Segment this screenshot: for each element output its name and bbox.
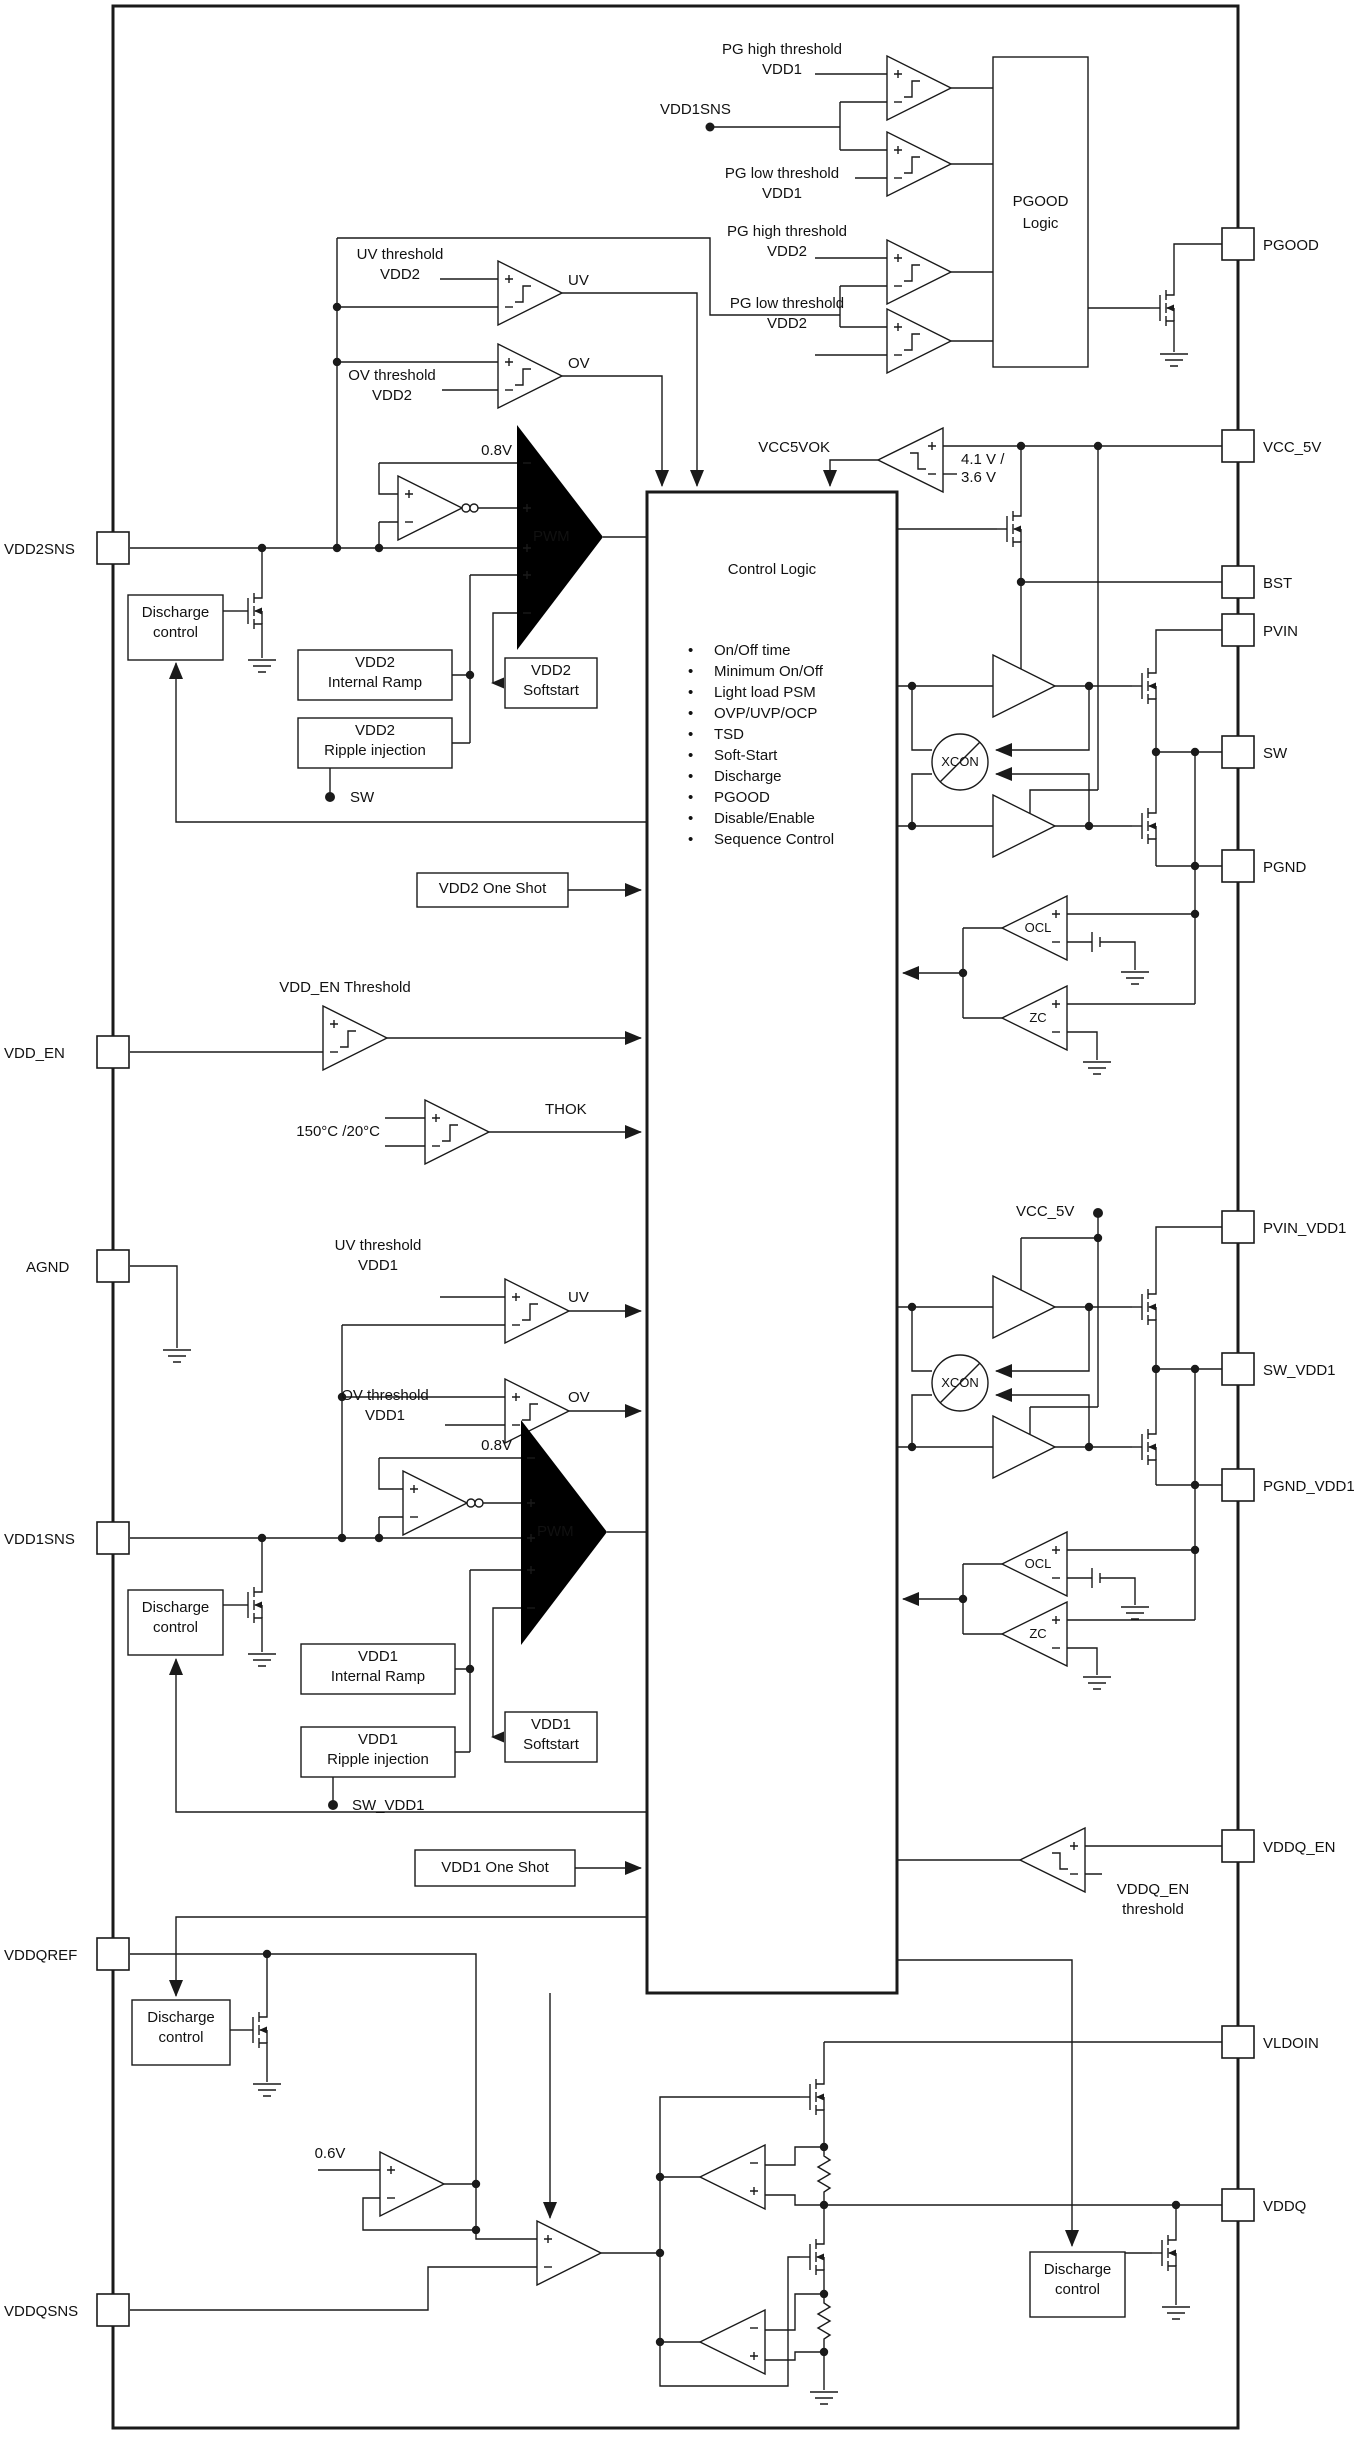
vdd1-highside-mosfet <box>1132 1284 1156 1330</box>
vref-06-buffer-amp <box>380 2152 444 2216</box>
pin-sw-vdd1 <box>1222 1353 1254 1385</box>
vddq-upper-sense-amp <box>700 2145 765 2209</box>
pin-label-agnd: AGND <box>26 1259 70 1276</box>
pin-label-vldoin: VLDOIN <box>1263 2035 1319 2052</box>
vdd1-ov-threshold-label-line1: OV threshold <box>341 1387 429 1404</box>
vddq-en-comparator <box>1020 1828 1085 1892</box>
vdd2-ocl-label: OCL <box>1024 920 1052 935</box>
vdd2-lowside-driver <box>993 795 1055 857</box>
vdd1-one-shot-label: VDD1 One Shot <box>441 1859 549 1876</box>
pin-label-pgnd-vdd1: PGND_VDD1 <box>1263 1478 1355 1495</box>
control-logic-item-3: • OVP/UVP/OCP <box>688 703 817 724</box>
pin-label-sw-vdd1: SW_VDD1 <box>1263 1362 1336 1379</box>
vdd2-pwm-label: PWM <box>533 528 570 545</box>
thok-label: THOK <box>545 1101 587 1118</box>
vdd1-error-amp <box>403 1471 483 1535</box>
pin-vddqsns <box>97 2294 129 2326</box>
vdd-en-threshold-label: VDD_EN Threshold <box>279 979 411 996</box>
pg-low-vdd1-label-line1: PG low threshold <box>724 165 840 182</box>
pgood-logic-box <box>993 57 1088 367</box>
vddq-discharge-mosfet <box>1152 2230 1176 2276</box>
pin-pgood <box>1222 228 1254 260</box>
vdd2-uv-threshold-label-line1: UV threshold <box>356 246 444 263</box>
control-logic-item-8: • Disable/Enable <box>688 808 815 829</box>
vdd1-xcon-label: XCON <box>941 1375 979 1390</box>
vdd2-xcon-label: XCON <box>941 754 979 769</box>
vddq-en-threshold-label-line2: threshold <box>1122 1901 1184 1918</box>
vdd1-pwm-label: PWM <box>537 1523 574 1540</box>
control-logic-item-5: • Soft-Start <box>688 745 777 766</box>
temp-threshold-label: 150°C /20°C <box>296 1123 380 1140</box>
pin-label-vddq-en: VDDQ_EN <box>1263 1839 1336 1856</box>
vdd2-ov-threshold-label-line1: OV threshold <box>348 367 436 384</box>
pgood-pulldown-mosfet <box>1150 285 1174 331</box>
ldo-lower-pass-mosfet <box>800 2234 824 2280</box>
vdd2-lowside-mosfet <box>1132 803 1156 849</box>
vcc5vok-comparator <box>878 428 943 492</box>
vdd1-uv-threshold-label-line1: UV threshold <box>334 1237 422 1254</box>
vdd1-ripple-injection-label-line2: Ripple injection <box>327 1751 429 1768</box>
vddq-en-threshold-label-line1: VDDQ_EN <box>1116 1881 1190 1898</box>
vdd1-discharge-label-line1: Discharge <box>141 1599 210 1616</box>
vdd1-uv-comparator <box>505 1279 569 1343</box>
vdd2-softstart-label-line1: VDD2 <box>530 662 571 679</box>
vdd2-ripple-injection-label-line2: Ripple injection <box>324 742 426 759</box>
control-logic-item-2: • Light load PSM <box>688 682 816 703</box>
pin-vddq-en <box>1222 1830 1254 1862</box>
pin-vddq <box>1222 2189 1254 2221</box>
pgood-logic-label-line2: Logic <box>1022 215 1059 232</box>
vdd2-ripple-injection-label-line1: VDD2 <box>354 722 395 739</box>
pin-label-vdd2sns: VDD2SNS <box>4 541 75 558</box>
pin-pgnd <box>1222 850 1254 882</box>
pin-pgnd-vdd1 <box>1222 1469 1254 1501</box>
vcc5v-uvlo-ref-line2: 3.6 V <box>961 469 997 486</box>
control-logic-item-1: • Minimum On/Off <box>688 661 823 682</box>
vdd2-uv-output-label: UV <box>568 272 589 289</box>
control-logic-title: Control Logic <box>727 561 817 578</box>
vdd1-ov-output-label: OV <box>568 1389 590 1406</box>
pin-vddqref <box>97 1938 129 1970</box>
vdd2-discharge-label-line2: control <box>152 624 199 641</box>
pin-pvin-vdd1 <box>1222 1211 1254 1243</box>
pgood-logic-label-line1: PGOOD <box>1012 193 1069 210</box>
vcc5v-bst-mosfet <box>997 506 1021 552</box>
ldo-lower-sense-resistor <box>818 2299 830 2343</box>
vddqref-discharge-label-line1: Discharge <box>147 2009 215 2026</box>
vdd1-lowside-driver <box>993 1416 1055 1478</box>
ldo-upper-sense-resistor <box>818 2152 830 2196</box>
pin-label-vdd-en: VDD_EN <box>4 1045 65 1062</box>
vddq-discharge-label-line1: Discharge <box>1043 2261 1112 2278</box>
pin-label-bst: BST <box>1263 575 1293 592</box>
pg-high-vdd2-comparator <box>887 240 951 304</box>
vddqref-discharge-label-line2: control <box>158 2029 204 2046</box>
vdd1-lowside-mosfet <box>1132 1424 1156 1470</box>
vdd2-discharge-mosfet <box>238 588 262 634</box>
vdd1-internal-ramp-label-line1: VDD1 <box>357 1648 398 1665</box>
vdd2-internal-ramp-label-line1: VDD2 <box>354 654 395 671</box>
vdd1-zc-label: ZC <box>1029 1626 1047 1641</box>
pin-vdd1sns <box>97 1522 129 1554</box>
pin-label-vddqref: VDDQREF <box>4 1947 78 1964</box>
pin-label-sw: SW <box>1263 745 1288 762</box>
vddq-discharge-label-line2: control <box>1054 2281 1101 2298</box>
vdd1-vref-08-label: 0.8V <box>481 1437 512 1454</box>
vdd2-highside-driver <box>993 655 1055 717</box>
vddq-main-amp <box>537 2221 601 2285</box>
pg-high-vdd2-label-line2: VDD2 <box>766 243 807 260</box>
vdd1-internal-ramp-label-line2: Internal Ramp <box>330 1668 426 1685</box>
pin-vldoin <box>1222 2026 1254 2058</box>
vdd2-ov-output-label: OV <box>568 355 590 372</box>
pin-sw <box>1222 736 1254 768</box>
pg-high-vdd1-label-line1: PG high threshold <box>721 41 843 58</box>
vdd1-softstart-label-line2: Softstart <box>523 1736 579 1753</box>
pin-vcc-5v <box>1222 430 1254 462</box>
vdd2-ov-threshold-label-line2: VDD2 <box>371 387 412 404</box>
vdd2-softstart-label-line2: Softstart <box>523 682 579 699</box>
thok-comparator <box>425 1100 489 1164</box>
vdd2-error-amp <box>398 476 478 540</box>
vcc5v-uvlo-ref-line1: 4.1 V / <box>961 451 1005 468</box>
vdd2-internal-ramp-label-line2: Internal Ramp <box>327 674 423 691</box>
vcc5vok-label: VCC5VOK <box>758 439 830 456</box>
vdd2-zc-label: ZC <box>1029 1010 1047 1025</box>
pg-high-vdd1-comparator <box>887 56 951 120</box>
pin-label-vdd1sns: VDD1SNS <box>4 1531 75 1548</box>
vdd1-sw-tap-label: SW_VDD1 <box>352 1797 425 1814</box>
pg-low-vdd1-label-line2: VDD1 <box>761 185 802 202</box>
pin-vdd2sns <box>97 532 129 564</box>
vdd1-discharge-label-line2: control <box>152 1619 199 1636</box>
vdd1-discharge-mosfet <box>238 1582 262 1628</box>
pg-low-vdd1-comparator <box>887 132 951 196</box>
pin-label-vddqsns: VDDQSNS <box>4 2303 79 2320</box>
vdd2-ov-comparator <box>498 344 562 408</box>
vdd1-softstart-label-line1: VDD1 <box>530 1716 571 1733</box>
ldo-upper-pass-mosfet <box>800 2074 824 2120</box>
vdd1-highside-driver <box>993 1276 1055 1338</box>
vdd2-one-shot-label: VDD2 One Shot <box>438 880 547 897</box>
pin-agnd <box>97 1250 129 1282</box>
pin-label-pgnd: PGND <box>1263 859 1307 876</box>
vdd2-uv-comparator <box>498 261 562 325</box>
vdd2-power-stage-wires <box>897 446 1222 1060</box>
vdd-en-comparator <box>323 1006 387 1070</box>
pg-high-vdd1-label-line2: VDD1 <box>761 61 802 78</box>
agnd-wires <box>130 1266 177 1348</box>
pin-pvin <box>1222 614 1254 646</box>
vdd2-sw-tap-label: SW <box>350 789 375 806</box>
vdd2-uv-threshold-label-line2: VDD2 <box>379 266 420 283</box>
vdd2-highside-mosfet <box>1132 663 1156 709</box>
vdd1-uv-output-label: UV <box>568 1289 589 1306</box>
vdd1-ov-comparator <box>505 1379 569 1443</box>
pg-low-vdd2-comparator <box>887 309 951 373</box>
control-logic-item-7: • PGOOD <box>688 787 770 808</box>
vdd1-ov-threshold-label-line2: VDD1 <box>364 1407 405 1424</box>
vdd1-ripple-injection-label-line1: VDD1 <box>357 1731 398 1748</box>
vdd2-vref-08-label: 0.8V <box>481 442 512 459</box>
pg-high-vdd2-label-line1: PG high threshold <box>726 223 848 240</box>
pin-label-pgood: PGOOD <box>1263 237 1319 254</box>
vdd1-ocl-label: OCL <box>1024 1556 1052 1571</box>
control-logic-item-4: • TSD <box>688 724 744 745</box>
pin-label-pvin: PVIN <box>1263 623 1299 640</box>
control-logic-item-6: • Discharge <box>688 766 782 787</box>
vdd2-discharge-label-line1: Discharge <box>141 604 210 621</box>
pin-label-pvin-vdd1: PVIN_VDD1 <box>1263 1220 1347 1237</box>
pin-label-vddq: VDDQ <box>1263 2198 1307 2215</box>
vref-06-label: 0.6V <box>314 2145 346 2162</box>
pin-bst <box>1222 566 1254 598</box>
vddqref-discharge-mosfet <box>243 2007 267 2053</box>
control-logic-item-0: • On/Off time <box>688 640 790 661</box>
vdd1-uv-threshold-label-line2: VDD1 <box>357 1257 398 1274</box>
pg-low-vdd2-label-line1: PG low threshold <box>729 295 845 312</box>
control-logic-item-9: • Sequence Control <box>688 829 834 850</box>
pg-low-vdd2-label-line2: VDD2 <box>766 315 807 332</box>
vdd1sns-tap-label: VDD1SNS <box>660 101 731 118</box>
pin-vdd-en <box>97 1036 129 1068</box>
vddq-lower-sense-amp <box>700 2310 765 2374</box>
vdd1-vcc5v-tap-label: VCC_5V <box>1016 1203 1075 1220</box>
pin-label-vcc-5v: VCC_5V <box>1263 439 1322 456</box>
